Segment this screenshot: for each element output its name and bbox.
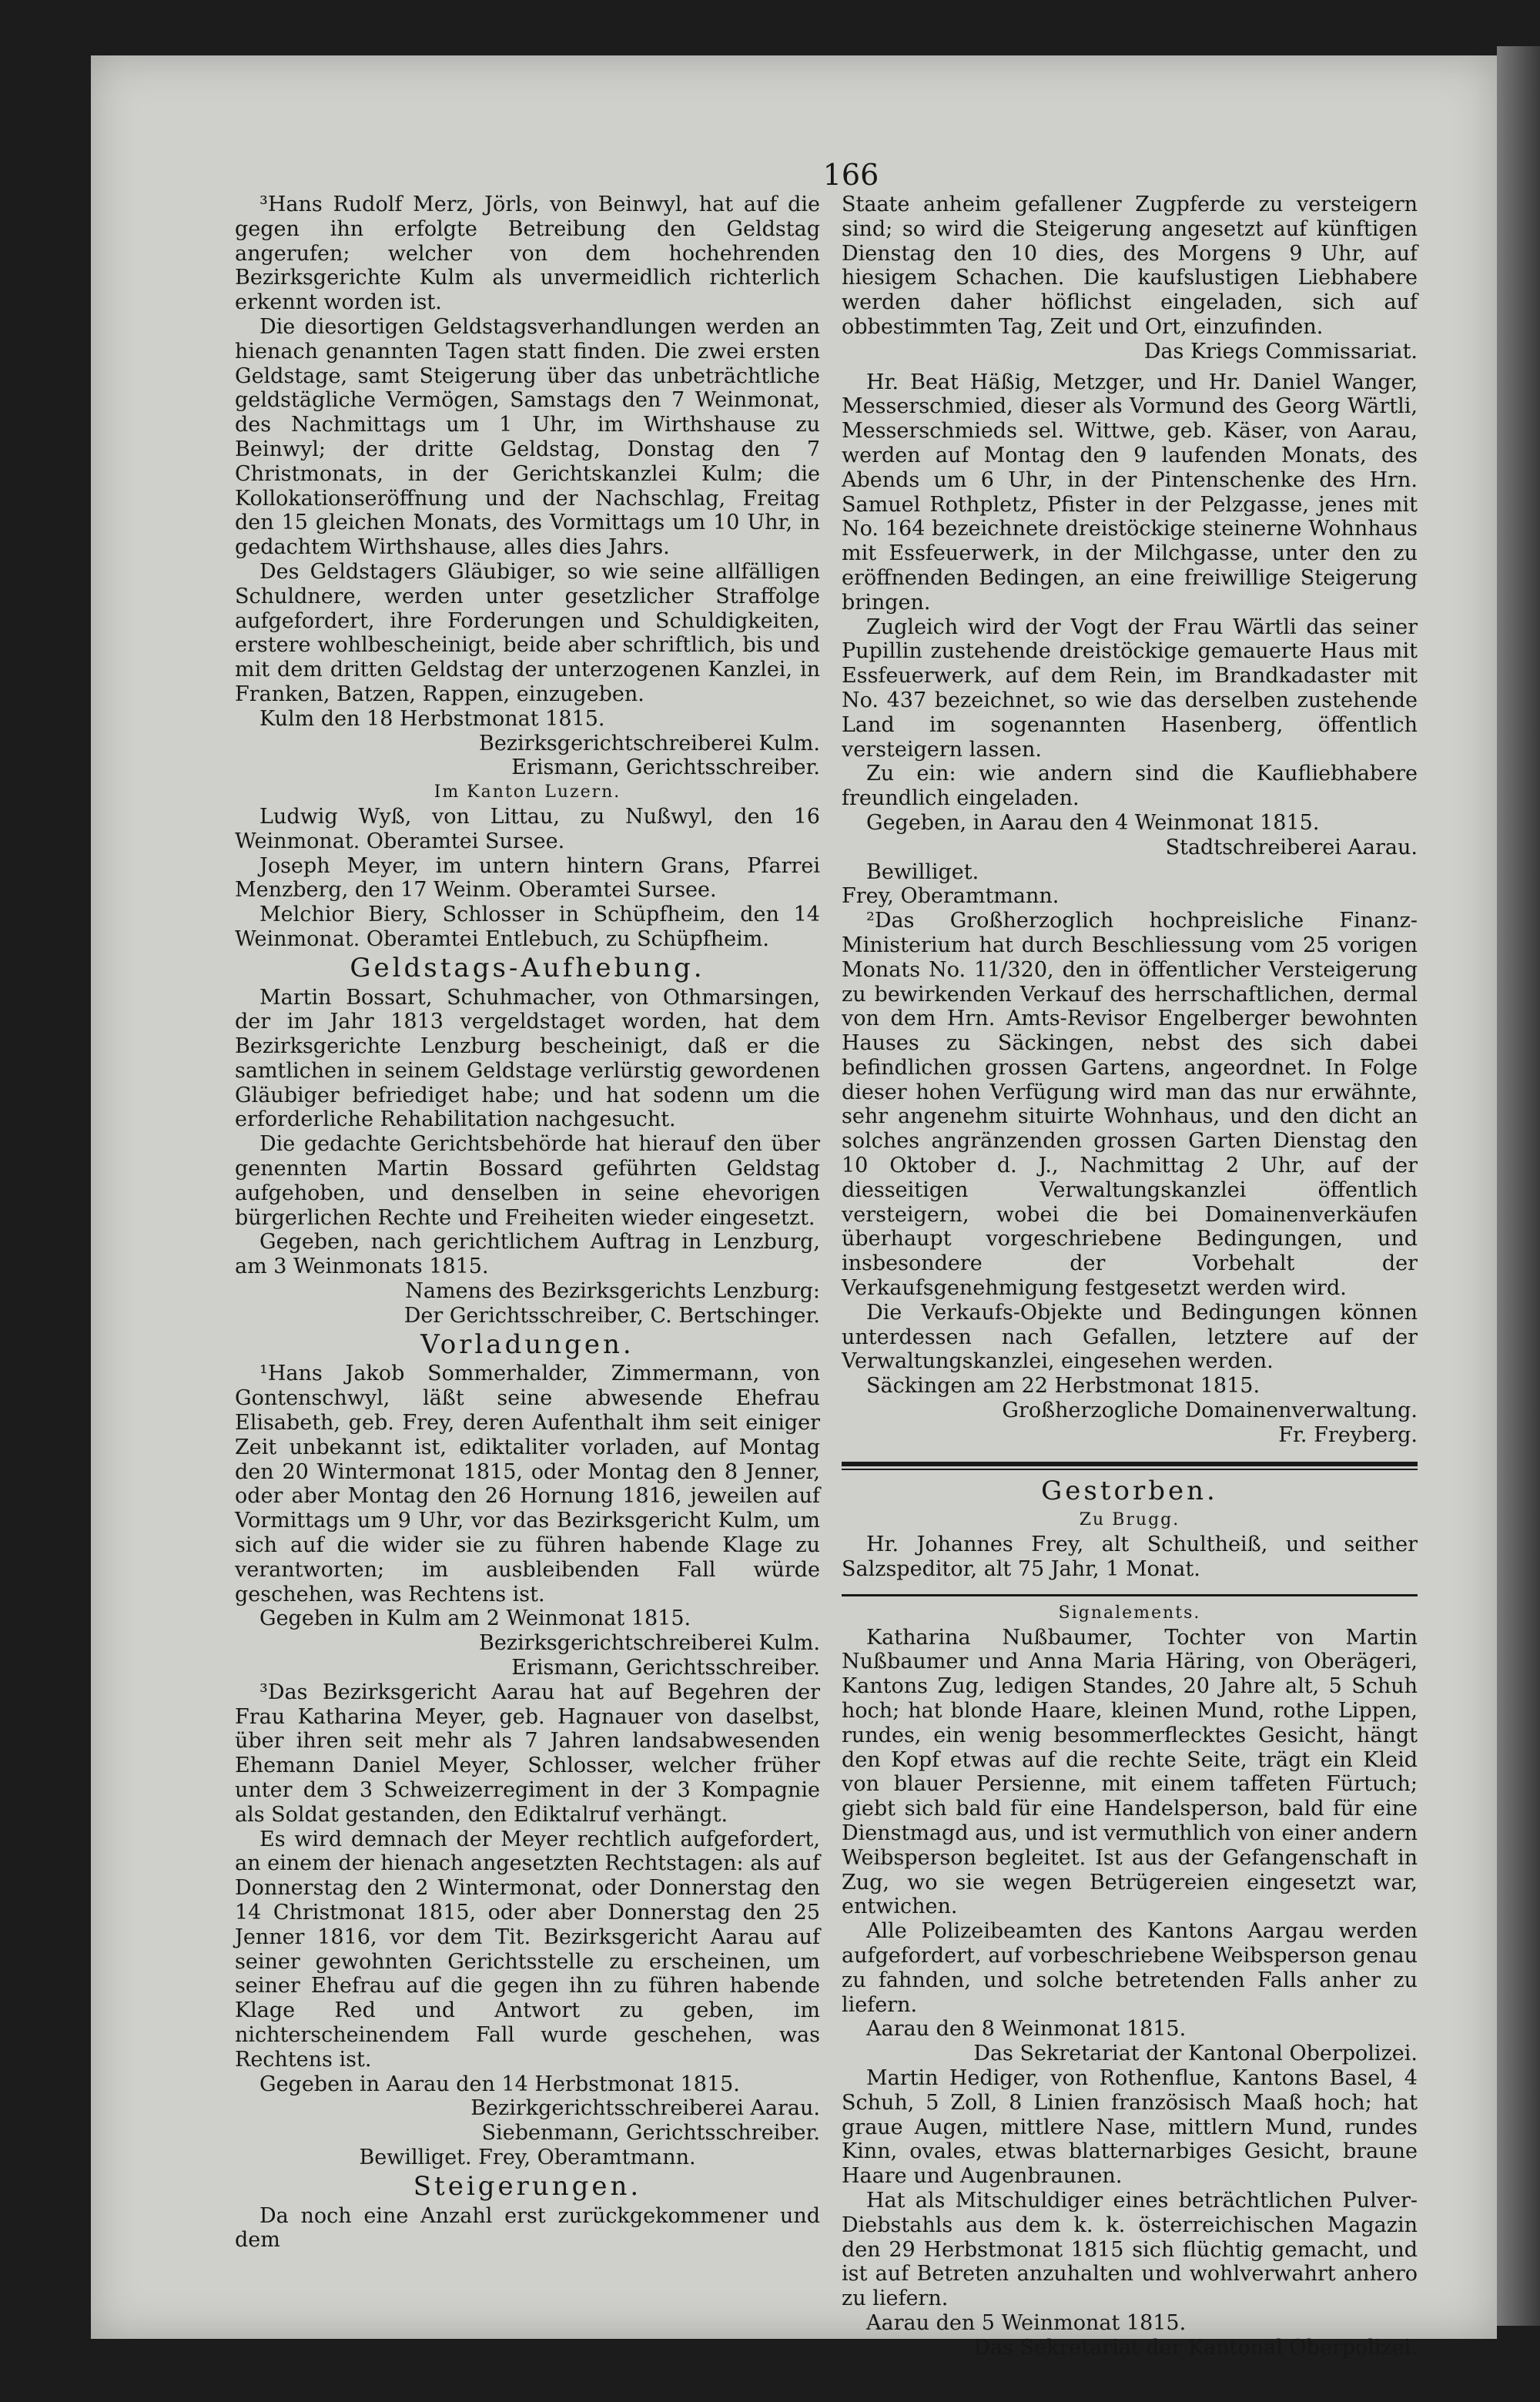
notice-steigerung-signature: Das Kriegs Commissariat. [1143,339,1418,363]
notice-sommerhalder-date: Gegeben in Kulm am 2 Weinmonat 1815. [259,1606,691,1631]
notice-merz-para-3: Des Geldstagers Gläubiger, so wie seine allfälligen Schuldnere, werden unter gesetzlicher Straffolge aufgefordert, ihre Forderungen und Schuldigkeiten, erstere wohlbescheinigt, beide aber schriftlich, bis und mit dem dritten Geldstag der unterzogenen Kanzlei, in Franken, Batzen, Rappen, einzugeben. [235,559,820,706]
subheading-signalements: Signalements. [1058,1603,1201,1623]
notice-aarau-signature-office: Bezirkgerichtsschreiberei Aarau. [470,2096,820,2121]
notice-merz-signature-office: Bezirksgerichtschreiberei Kulm. [478,731,820,755]
notice-haessig-approval-name: Frey, Oberamtmann. [842,884,1060,909]
notice-nussbaumer-para-2: Alle Polizeibeamten des Kantons Aargau werden aufgefordert, auf vorbeschriebene Weibsperson genau zu fahnden, und solche betretenden Falls anher zu liefern. [842,1919,1418,2017]
heading-gestorben: Gestorben. [1041,1475,1218,1506]
notice-sommerhalder-signature-name: Erismann, Gerichtsschreiber. [511,1656,820,1680]
notice-saeckingen-date: Säckingen am 22 Herbstmonat 1815. [866,1374,1260,1399]
notice-haessig-para-2: Zugleich wird der Vogt der Frau Wärtli das seiner Pupillin zustehende dreistöckige gemauerte Haus mit Essfeuerwerk, auf dem Rein, im Brandkadaster mit No. 437 bezeichnet, so wie das derselben zustehende Land im sogenannten Hasenberg, öffentlich versteigern lassen. [842,615,1418,762]
notice-aarau-approval: Bewilliget. Frey, Oberamtmann. [359,2145,696,2169]
notice-aarau-para-2: Es wird demnach der Meyer rechtlich aufgefordert, an einem der hienach angesetzten Rechtstagen: als auf Donnerstag den 2 Wintermonat, oder Donnerstag den 14 Christmonat 1815, oder aber Donnerstag den 25 Jenner 1816, vor dem Tit. Bezirksgericht Aarau auf seiner gewohnten Gerichtsstelle zu erscheinen, um seiner Ehefrau auf die gegen ihn zu führen habende Klage Red und Antwort zu geben, im nichterscheinendem Fall wurde geschehen, was Rechtens ist. [235,1827,820,2072]
heading-geldstags-aufhebung: Geldstags-Aufhebung. [350,952,705,983]
notice-bossart-signature-clerk: Der Gerichtsschreiber, C. Bertschinger. [403,1303,820,1328]
notice-merz-para-1: ³Hans Rudolf Merz, Jörls, von Beinwyl, hat auf die gegen ihn erfolgte Betreibung den Geldstag angerufen; welcher von dem hochehrenden Bezirksgerichte Kulm als unvermeidlich richterlich erkennt worden ist. [235,193,820,315]
notice-haessig-para-3: Zu ein: wie andern sind die Kaufliebhabere freundlich eingeladen. [842,762,1418,811]
notice-bossart-para-2: Die gedachte Gerichtsbehörde hat hierauf den über genennten Martin Bossard geführten Geldstag aufgehoben, und denselben in seine ehevorigen bürgerlichen Rechte und Freiheiten wieder eingesetzt. [235,1132,820,1230]
notice-merz-signature-name: Erismann, Gerichtsschreiber. [511,755,820,780]
right-column [842,193,1418,2360]
notice-hediger-signature: Das Sekretariat der Kantonal Oberpolizei. [973,2335,1418,2360]
next-page-edge [1497,46,1540,2326]
notice-merz-date: Kulm den 18 Herbstmonat 1815. [259,706,605,731]
subheading-zu-brugg: Zu Brugg. [1079,1510,1180,1530]
section-divider-thick [842,1462,1418,1470]
page-number: 166 [822,158,879,192]
notice-steigerung-start: Da noch eine Anzahl erst zurückgekommener und dem [235,2203,820,2253]
entry-death-frey: Hr. Johannes Frey, alt Schultheiß, und seither Salzspeditor, alt 75 Jahr, 1 Monat. [842,1533,1418,1582]
notice-aarau-signature-name: Siebenmann, Gerichtsschreiber. [481,2121,820,2146]
entry-biery: Melchior Biery, Schlosser in Schüpfheim, den 14 Weinmonat. Oberamtei Entlebuch, zu Schüpfheim. [235,903,820,951]
subheading-kanton-luzern: Im Kanton Luzern. [434,782,621,802]
notice-hediger-para-2: Hat als Mitschuldiger eines beträchtlichen Pulver-Diebstahls aus dem k. k. österreichischen Magazin den 29 Herbstmonat 1815 sich flüchtig gemacht, und ist auf Betreten anzuhalten und wohlverwahrt anhero zu liefern. [842,2188,1418,2311]
notice-hediger-para-1: Martin Hediger, von Rothenflue, Kantons Basel, 4 Schuh, 5 Zoll, 8 Linien französisch Maaß hoch; hat graue Augen, mittlere Nase, mittlern Mund, rundes Kinn, ovales, etwas blatternarbiges Gesicht, braune Haare und Augenbraunen. [842,2065,1418,2189]
notice-nussbaumer-signature: Das Sekretariat der Kantonal Oberpolizei. [973,2042,1418,2066]
notice-aarau-para-1: ³Das Bezirksgericht Aarau hat auf Begehren der Frau Katharina Meyer, geb. Hagnauer von daselbst, über ihren seit mehr als 7 Jahren landsabwesenden Ehemann Daniel Meyer, Schlosser, welcher früher unter dem 3 Schweizerregiment in der 3 Kompagnie als Soldat gestanden, den Ediktalruf verhängt. [235,1680,820,1827]
notice-saeckingen-signature-office: Großherzogliche Domainenverwaltung. [1002,1399,1418,1423]
heading-vorladungen: Vorladungen. [420,1328,634,1360]
section-divider-thin [842,1594,1418,1596]
notice-bossart-para-1: Martin Bossart, Schuhmacher, von Othmarsingen, der im Jahr 1813 vergeldstaget worden, hat dem Bezirksgerichte Lenzburg bescheinigt, daß er die samtlichen in seinem Geldstage verlürstig gewordenen Gläubiger befriediget habe; und hat sodenn um die erforderliche Rehabilitation nachgesucht. [235,985,820,1132]
notice-steigerung-continued: Staate anheim gefallener Zugpferde zu versteigern sind; so wird die Steigerung angesetzt auf künftigen Dienstag den 10 dies, des Morgens 9 Uhr, auf hiesigem Schachen. Die kaufslustigen Liebhabere werden daher höflichst eingeladen, sich auf obbestimmten Tag, Zeit und Ort, einzufinden. [842,193,1418,339]
notice-bossart-signature-court: Namens des Bezirksgerichts Lenzburg: [405,1279,820,1304]
notice-haessig-signature: Stadtschreiberei Aarau. [1165,835,1418,859]
notice-aarau-date: Gegeben in Aarau den 14 Herbstmonat 1815. [259,2072,740,2096]
notice-haessig-date: Gegeben, in Aarau den 4 Weinmonat 1815. [866,810,1320,835]
notice-saeckingen-para-1: ²Das Großherzoglich hochpreisliche Finanz-Ministerium hat durch Beschliessung vom 25 vorigen Monats No. 11/320, den in öffentlicher Versteigerung zu bewirkenden Verkauf des herrschaftlichen, dermal von dem Hrn. Amts-Revisor Engelberger bewohnten Hauses zu Säckingen, nebst des sich dabei befindlichen grossen Gartens, angeordnet. In Folge dieser hohen Verfügung wird man das nur erwähnte, sehr angenehm situirte Wohnhaus, und den dicht an solches angränzenden grossen Garten Dienstag den 10 Oktober d. J., Nachmittag 2 Uhr, auf der diesseitigen Verwaltungskanzlei öffentlich versteigern, wobei die bei Domainenverkäufen überhaupt vorgeschriebene Bedingungen, und insbesondere der Vorbehalt der Verkaufsgenehmigung festgesetzt werden wird. [842,909,1418,1301]
notice-sommerhalder: ¹Hans Jakob Sommerhalder, Zimmermann, von Gontenschwyl, läßt seine abwesende Ehefrau Elisabeth, geb. Frey, deren Aufenthalt ihm seit einiger Zeit unbekannt ist, ediktaliter vorladen, auf Montag den 20 Wintermonat 1815, oder Montag den 8 Jenner, oder aber Montag den 26 Hornung 1816, jeweilen auf Vormittags um 9 Uhr, vor das Bezirksgericht Kulm, um sich auf die wider sie zu führen habende Klage zu verantworten; im ausbleibenden Fall würde geschehen, was Rechtens ist. [235,1362,820,1606]
left-column [235,193,820,2253]
notice-sommerhalder-signature-office: Bezirksgerichtschreiberei Kulm. [478,1631,820,1656]
notice-bossart-para-3: Gegeben, nach gerichtlichem Auftrag in Lenzburg, am 3 Weinmonats 1815. [235,1230,820,1279]
notice-haessig-para-1: Hr. Beat Häßig, Metzger, und Hr. Daniel Wanger, Messerschmied, dieser als Vormund des Georg Wärtli, Messerschmieds sel. Wittwe, geb. Käser, von Aarau, werden auf Montag den 9 laufenden Monats, des Abends um 6 Uhr, in der Pintenschenke des Hrn. Samuel Rothpletz, Pfister in der Pelzgasse, jenes mit No. 164 bezeichnete dreistöckige steinerne Wohnhaus mit Essfeuerwerk, in der Milchgasse, unter den zu eröffnenden Bedingen, an eine freiwillige Steigerung bringen. [842,370,1418,615]
notice-saeckingen-signature-name: Fr. Freyberg. [1278,1422,1418,1447]
heading-steigerungen: Steigerungen. [413,2170,642,2202]
notice-haessig-approval-label: Bewilliget. [866,859,979,884]
entry-wyss: Ludwig Wyß, von Littau, zu Nußwyl, den 16 Weinmonat. Oberamtei Sursee. [235,804,820,853]
spacer [842,364,1418,370]
notice-nussbaumer-date: Aarau den 8 Weinmonat 1815. [866,2017,1187,2042]
notice-merz-para-2: Die diesortigen Geldstagsverhandlungen werden an hienach genannten Tagen statt finden. Die zwei ersten Geldstage, samt Steigerung über das unbeträchtliche geldstägliche Vermögen, Samstags den 7 Weinmonat, des Nachmittags um 1 Uhr, im Wirthshause zu Beinwyl; der dritte Geldstag, Donstag den 7 Christmonats, in der Gerichtskanzlei Kulm; die Kollokationseröffnung und der Nachschlag, Freitag den 15 gleichen Monats, des Vormittags um 10 Uhr, in gedachtem Wirthshause, alles dies Jahrs. [235,314,820,560]
entry-meyer: Joseph Meyer, im untern hintern Grans, Pfarrei Menzberg, den 17 Weinm. Oberamtei Sursee. [235,853,820,903]
notice-nussbaumer-para-1: Katharina Nußbaumer, Tochter von Martin Nußbaumer und Anna Maria Häring, von Oberägeri, Kantons Zug, ledigen Standes, 20 Jahre alt, 5 Schuh hoch; hat blonde Haare, kleinen Mund, rothe Lippen, rundes, ein wenig besommerflecktes Gesicht, hängt den Kopf etwas auf die rechte Seite, trägt ein Kleid von blauer Persienne, mit einem taffeten Fürtuch; giebt sich bald für eine Handelsperson, bald für eine Dienstmagd aus, und ist vermuthlich von einer andern Weibsperson begleitet. Ist aus der Gefangenschaft in Zug, wo sie wegen Betrügereien eingesetzt war, entwichen. [842,1625,1418,1919]
notice-hediger-date: Aarau den 5 Weinmonat 1815. [866,2310,1187,2335]
notice-saeckingen-para-2: Die Verkaufs-Objekte und Bedingungen können unterdessen nach Gefallen, letztere auf der Verwaltungskanzlei, eingesehen werden. [842,1300,1418,1374]
